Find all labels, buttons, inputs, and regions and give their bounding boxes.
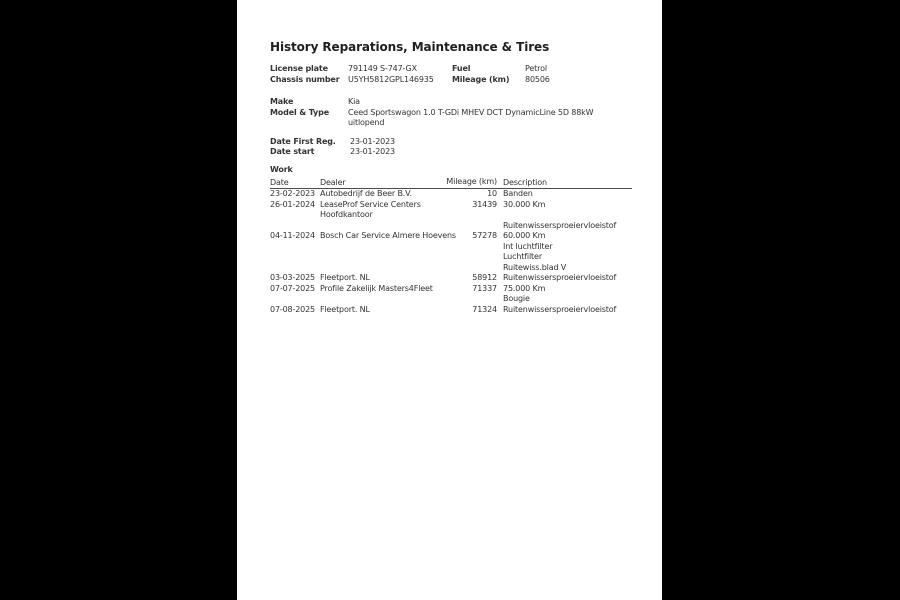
work-row-date: 26-01-2024 bbox=[270, 199, 315, 209]
work-row-date bbox=[270, 242, 320, 253]
mileage-value: 80506 bbox=[525, 74, 550, 84]
work-row-dealer bbox=[320, 242, 460, 253]
fuel-value: Petrol bbox=[525, 64, 547, 73]
work-section-label: Work bbox=[270, 164, 293, 174]
work-table-row bbox=[270, 294, 632, 305]
work-row-date bbox=[270, 263, 320, 274]
work-row-dealer: LeaseProf Service Centers Hoofdkantoor bbox=[320, 199, 421, 219]
work-row-dealer: Bosch Car Service Almere Hoevens bbox=[320, 231, 456, 240]
work-row-date: 23-02-2023 bbox=[270, 189, 315, 198]
model-type-line-1: Ceed Sportswagon 1.0 T-GDi MHEV DCT DynamicLine 5D 88kW bbox=[348, 107, 594, 117]
chassis-number-label: Chassis number bbox=[270, 74, 340, 84]
work-table-header-mileage: Mileage (km) bbox=[460, 178, 497, 189]
work-row-description: 75.000 Km bbox=[503, 283, 546, 293]
work-row-dealer: Fleetport. NL bbox=[320, 304, 370, 314]
work-row-mileage bbox=[460, 242, 497, 253]
work-table-header-dealer: Dealer bbox=[320, 178, 460, 189]
work-row-date bbox=[270, 294, 320, 305]
make-value: Kia bbox=[348, 97, 360, 106]
work-table-header-description: Description bbox=[497, 178, 632, 189]
work-row-mileage: 57278 bbox=[472, 231, 497, 240]
make-model-grid bbox=[270, 97, 632, 129]
date-start-label: Date start bbox=[270, 147, 315, 156]
work-row-mileage bbox=[460, 252, 497, 263]
work-table-row bbox=[270, 221, 632, 232]
model-type-value bbox=[348, 108, 632, 129]
registration-dates-grid bbox=[270, 137, 632, 158]
work-row-dealer bbox=[320, 252, 460, 263]
chassis-number-value: U5YH5812GPL146935 bbox=[348, 74, 434, 84]
work-row-date: 04-11-2024 bbox=[270, 231, 315, 240]
mileage-label: Mileage (km) bbox=[452, 74, 510, 84]
work-table-row bbox=[270, 189, 632, 200]
work-row-date: 07-08-2025 bbox=[270, 304, 315, 314]
work-table-header-date: Date bbox=[270, 178, 320, 189]
work-row-description: Bougie bbox=[503, 294, 530, 303]
date-first-reg-value: 23-01-2023 bbox=[350, 136, 395, 146]
work-row-date bbox=[270, 221, 320, 232]
work-row-mileage bbox=[460, 294, 497, 305]
work-row-description: Ruitewiss.blad V bbox=[503, 262, 567, 272]
license-plate-value: 791149 S-747-GX bbox=[348, 64, 417, 73]
work-row-description: Ruitenwissersproeiervloeistof bbox=[503, 304, 617, 314]
work-row-mileage bbox=[460, 221, 497, 232]
work-row-mileage: 71324 bbox=[472, 304, 497, 314]
work-row-date bbox=[270, 252, 320, 263]
date-start-value: 23-01-2023 bbox=[350, 147, 395, 156]
work-row-description: Banden bbox=[503, 189, 533, 198]
page-title: History Reparations, Maintenance & Tires bbox=[270, 40, 550, 54]
work-table-row bbox=[270, 242, 632, 253]
work-row-mileage bbox=[460, 263, 497, 274]
work-table-row bbox=[270, 252, 632, 263]
model-type-line-2: uitlopend bbox=[348, 118, 385, 127]
work-table-row bbox=[270, 284, 632, 295]
license-plate-label: License plate bbox=[270, 64, 328, 73]
work-table-row bbox=[270, 273, 632, 284]
work-table-body bbox=[270, 189, 632, 316]
work-row-mileage: 58912 bbox=[472, 273, 497, 282]
work-table bbox=[270, 178, 632, 316]
work-table-row bbox=[270, 305, 632, 316]
work-row-description: Luchtfilter bbox=[503, 252, 542, 261]
work-table-row bbox=[270, 231, 632, 242]
work-row-description: 60.000 Km bbox=[503, 231, 546, 240]
work-row-description: Ruitenwissersproeiervloeistof bbox=[503, 220, 617, 230]
work-row-description: 30.000 Km bbox=[503, 199, 546, 209]
document-page bbox=[237, 0, 662, 600]
work-row-description: Int luchtfilter bbox=[503, 241, 553, 251]
work-row-dealer bbox=[320, 221, 460, 232]
work-row-mileage: 71337 bbox=[472, 283, 497, 293]
work-row-dealer: Fleetport. NL bbox=[320, 273, 370, 282]
work-row-description: Ruitenwissersproeiervloeistof bbox=[503, 273, 617, 282]
work-row-dealer bbox=[320, 263, 460, 274]
work-table-header-row bbox=[270, 178, 632, 189]
work-row-date: 03-03-2025 bbox=[270, 273, 315, 282]
work-row-date: 07-07-2025 bbox=[270, 283, 315, 293]
work-table-row bbox=[270, 263, 632, 274]
fuel-label: Fuel bbox=[452, 64, 471, 73]
model-type-label: Model & Type bbox=[270, 107, 329, 117]
make-label: Make bbox=[270, 97, 294, 106]
date-first-reg-label: Date First Reg. bbox=[270, 136, 336, 146]
work-table-row bbox=[270, 200, 632, 221]
work-row-dealer: Autobedrijf de Beer B.V. bbox=[320, 189, 412, 198]
work-row-dealer: Profile Zakelijk Masters4Fleet bbox=[320, 283, 433, 293]
vehicle-info-grid bbox=[270, 64, 632, 85]
work-row-mileage: 31439 bbox=[472, 199, 497, 209]
work-row-mileage: 10 bbox=[487, 189, 497, 198]
work-row-dealer bbox=[320, 294, 460, 305]
